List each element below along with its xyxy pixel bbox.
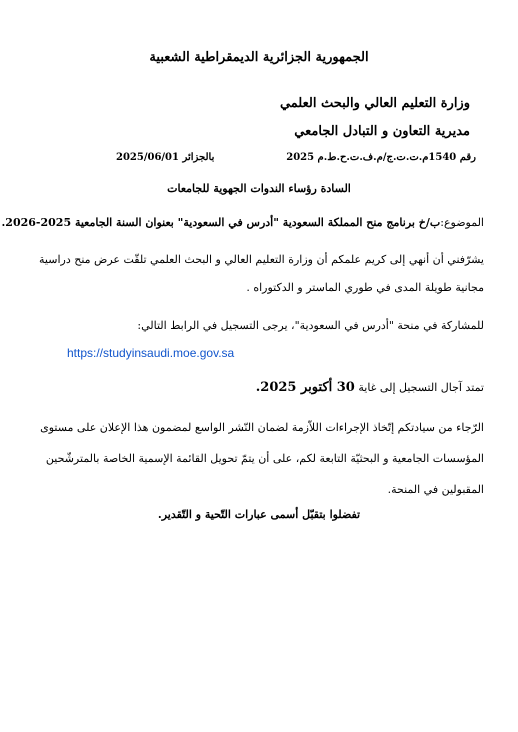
deadline-line xyxy=(256,380,484,395)
body-paragraph-2: للمشاركة في منحة "أدرس في السعودية"، يرجى التسجيل في الرابط التالي: xyxy=(137,319,484,332)
subject-text: ب/خ برنامج منح المملكة السعودية "أدرس في السعودية" بعنوان السنة الجامعية 2025-2026. xyxy=(1,216,441,229)
deadline-prefix: تمتد آجال التسجيل إلى غاية xyxy=(358,381,484,394)
closing-line: تفضلوا بتقبّل أسمى عبارات التّحية و التّقدير. xyxy=(157,508,361,521)
republic-heading: الجمهورية الجزائرية الديمقراطية الشعبية xyxy=(149,50,369,65)
subject-line xyxy=(1,216,484,229)
body-paragraph-1: يشرّفني أن أنهي إلى كريم علمكم أن وزارة التعليم العالي و البحث العلمي تلقّت عرض منح دراسية مجانية طويلة المدى في طوري الماستر و الدكتوراه . xyxy=(39,253,484,294)
body-paragraph-3: الرّجاء من سيادتكم إتّخاذ الإجراءات اللاّزمة لضمان النّشر الواسع لمضمون هذا الإعلان على مستوى المؤسسات الجامعية و البحثيّة التابعة لكم، على أن يتمّ تحويل القائمة الإسمية الخاصة بالمترشّحين المقبولين في المنحة. xyxy=(40,421,484,496)
recipient-line: السادة رؤساء الندوات الجهوية للجامعات xyxy=(167,182,351,195)
place-date: بالجزائر 2025/06/01 xyxy=(116,152,215,163)
subject-prefix: الموضوع: xyxy=(440,216,484,229)
directorate-name: مديرية التعاون و التبادل الجامعي xyxy=(294,124,470,139)
ministry-name: وزارة التعليم العالي والبحث العلمي xyxy=(279,96,470,111)
deadline-date: 30 أكتوبر 2025. xyxy=(255,380,355,395)
registration-link[interactable]: https://studyinsaudi.moe.gov.sa xyxy=(67,346,235,360)
reference-number: رقم 1540م.ت.ت.ج/م.ف.ت.ح.ط.م 2025 xyxy=(286,152,476,163)
